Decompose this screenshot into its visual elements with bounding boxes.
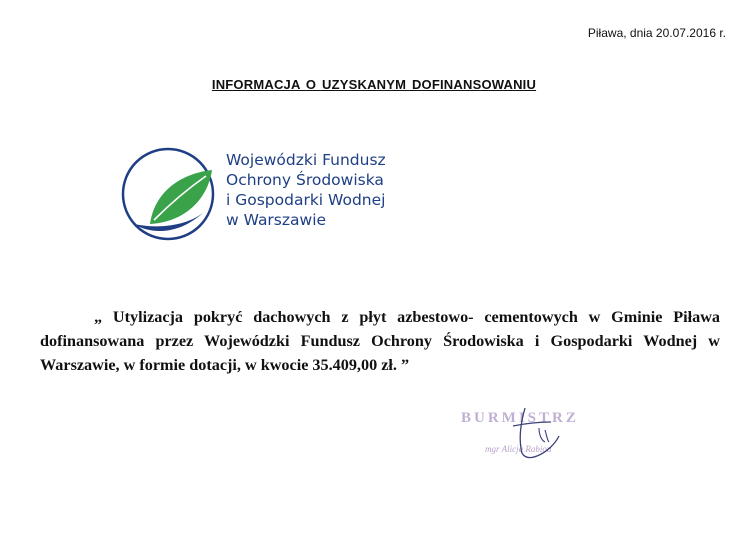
mayor-stamp: [455, 400, 615, 470]
signature-icon: [455, 400, 615, 470]
funding-statement: „ Utylizacja pokryć dachowych z płyt azbestowo- cementowych w Gminie Piława dofinansowana przez Wojewódzki Fundusz Ochrony Środowiska i Gospodarki Wodnej w Warszawie, w formie dotacji, w kwocie 35.409,00 zł. ”: [40, 308, 720, 374]
leaf-emblem-icon: [120, 142, 220, 252]
stamp-title: BURMISTRZ: [461, 410, 579, 426]
document-heading: INFORMACJA O UZYSKANYM DOFINANSOWANIU: [211, 77, 537, 92]
logo-line-1: Wojewódzki Fundusz: [226, 151, 386, 169]
date-line: Piława, dnia 20.07.2016 r.: [587, 26, 726, 40]
wfosigw-logo: [120, 142, 386, 252]
logo-line-4: w Warszawie: [226, 211, 327, 229]
stamp-name: mgr Alicja Rabiou: [485, 444, 552, 454]
logo-line-2: Ochrony Środowiska: [226, 171, 384, 189]
logo-wordmark: [226, 150, 386, 230]
logo-line-3: i Gospodarki Wodnej: [226, 191, 386, 209]
